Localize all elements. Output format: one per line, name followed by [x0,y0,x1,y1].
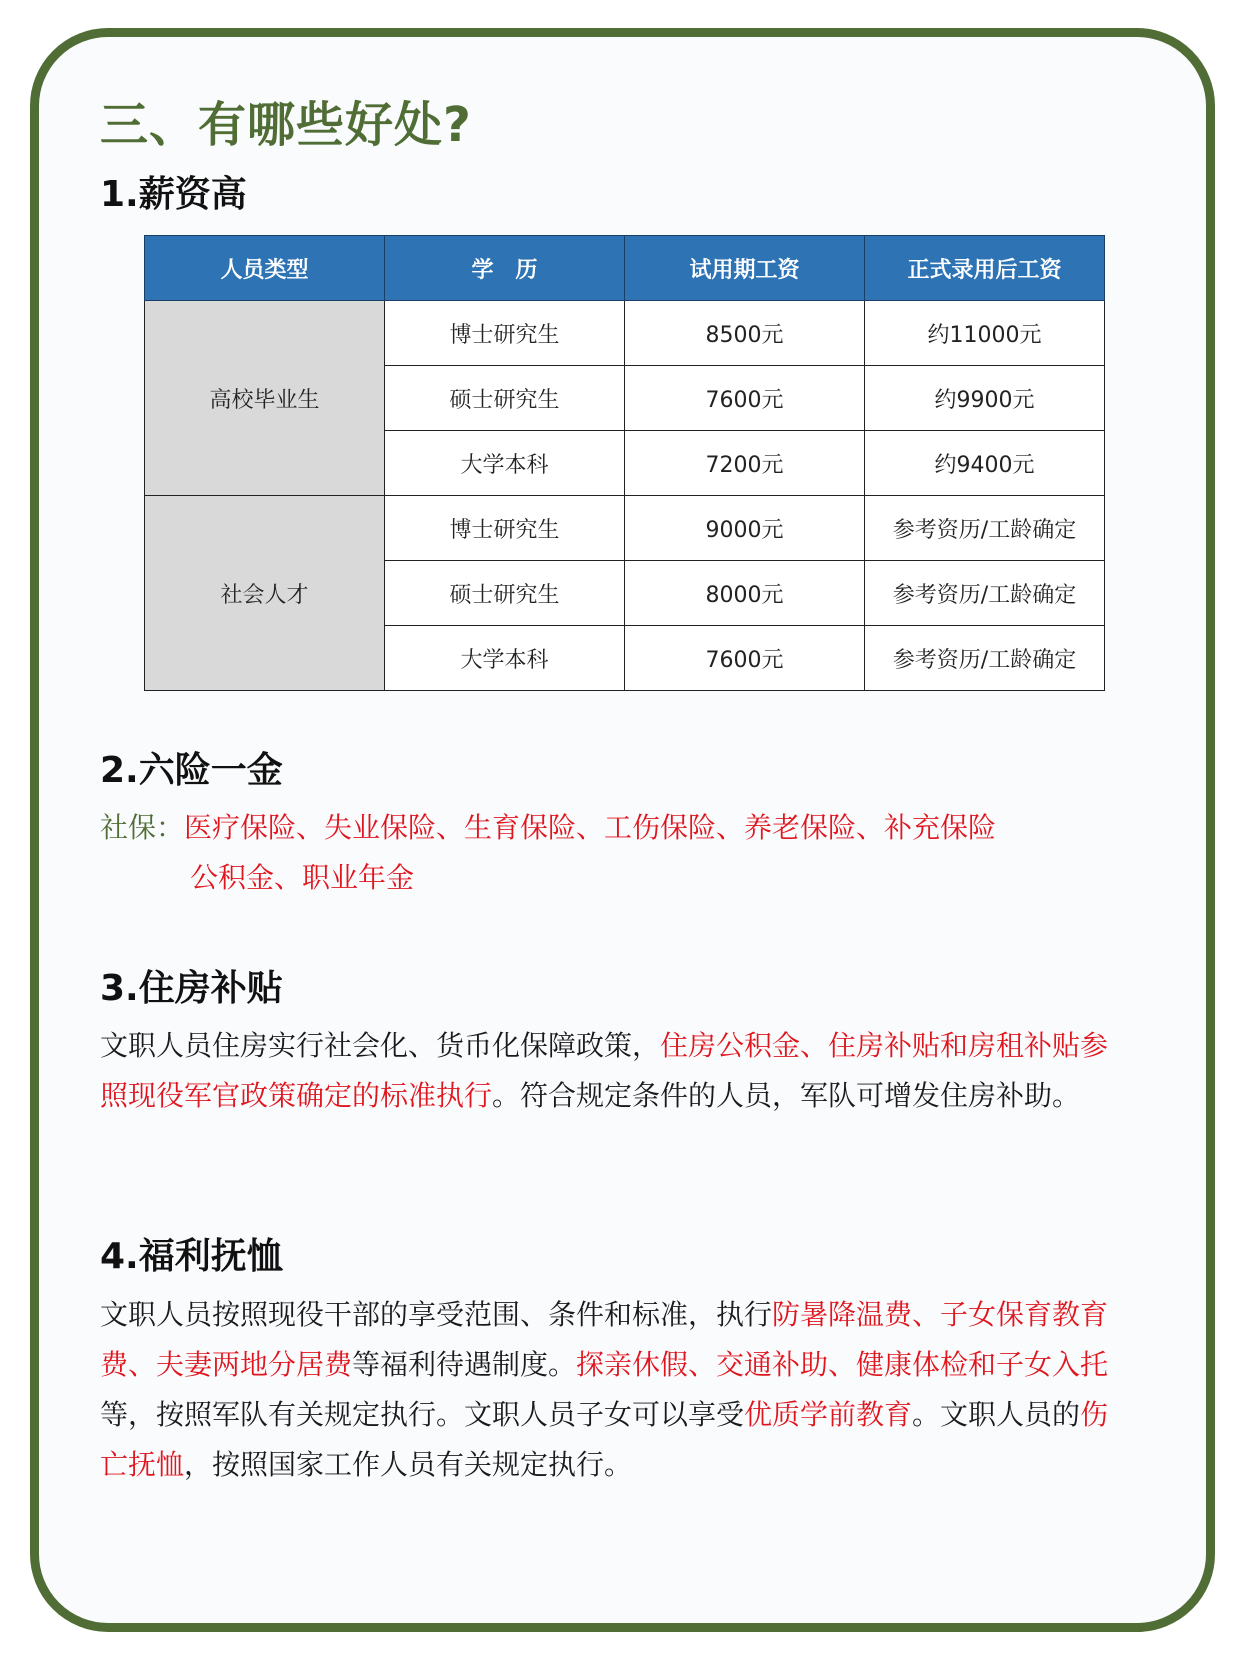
welfare-text: 文职人员按照现役干部的享受范围、条件和标准，执行 [100,1298,773,1331]
welfare-text: ，按照国家工作人员有关规定执行。 [184,1448,633,1481]
education-cell: 硕士研究生 [385,366,625,431]
housing-text: 文职人员住房实行社会化、货币化保障政策， [100,1029,661,1062]
page-title: 三、有哪些好处? [100,97,472,153]
formal-salary-cell: 参考资历/工龄确定 [865,626,1105,691]
formal-salary-cell: 约11000元 [865,301,1105,366]
col-header-education: 学 历 [385,236,625,301]
col-header-trial-salary: 试用期工资 [625,236,865,301]
welfare-highlight: 探亲休假、交通补助、健康体检和子女入托 [576,1348,1109,1381]
col-header-formal-salary: 正式录用后工资 [865,236,1105,301]
formal-salary-cell: 参考资历/工龄确定 [865,561,1105,626]
formal-salary-cell: 约9900元 [865,366,1105,431]
trial-salary-cell: 8500元 [625,301,865,366]
welfare-highlight: 优质学前教育 [744,1398,913,1431]
salary-table [144,235,1105,691]
welfare-highlight: 伤亡抚恤 [100,1398,1109,1481]
table-header-row [145,236,1105,301]
welfare-paragraph [100,1290,1130,1490]
housing-paragraph [100,1021,1130,1121]
category-cell: 高校毕业生 [145,301,385,496]
welfare-highlight: 防暑降温费、子女保育教育费、夫妻两地分居费 [100,1298,1109,1381]
education-cell: 硕士研究生 [385,561,625,626]
housing-text: 。符合规定条件的人员，军队可增发住房补助。 [492,1079,1081,1112]
table-row [145,496,1105,561]
insurance-heading: 2.六险一金 [100,750,283,791]
trial-salary-cell: 7600元 [625,626,865,691]
trial-salary-cell: 9000元 [625,496,865,561]
trial-salary-cell: 7200元 [625,431,865,496]
housing-highlight: 住房公积金、住房补贴和房租补贴参照现役军官政策确定的标准执行 [100,1029,1109,1112]
education-cell: 大学本科 [385,431,625,496]
trial-salary-cell: 7600元 [625,366,865,431]
formal-salary-cell: 约9400元 [865,431,1105,496]
insurance-list: 医疗保险、失业保险、生育保险、工伤保险、养老保险、补充保险 [184,811,997,844]
salary-heading: 1.薪资高 [100,174,247,215]
category-cell: 社会人才 [145,496,385,691]
col-header-type: 人员类型 [145,236,385,301]
trial-salary-cell: 8000元 [625,561,865,626]
insurance-line-1 [100,808,996,848]
welfare-text: 等福利待遇制度。 [352,1348,577,1381]
education-cell: 博士研究生 [385,301,625,366]
education-cell: 大学本科 [385,626,625,691]
welfare-text: 。文职人员的 [912,1398,1081,1431]
table-row [145,301,1105,366]
insurance-line-2: 公积金、职业年金 [190,861,415,894]
welfare-heading: 4.福利抚恤 [100,1236,283,1277]
insurance-label: 社保： [100,811,185,844]
formal-salary-cell: 参考资历/工龄确定 [865,496,1105,561]
welfare-text: 等，按照军队有关规定执行。文职人员子女可以享受 [100,1398,745,1431]
education-cell: 博士研究生 [385,496,625,561]
housing-heading: 3.住房补贴 [100,968,283,1009]
